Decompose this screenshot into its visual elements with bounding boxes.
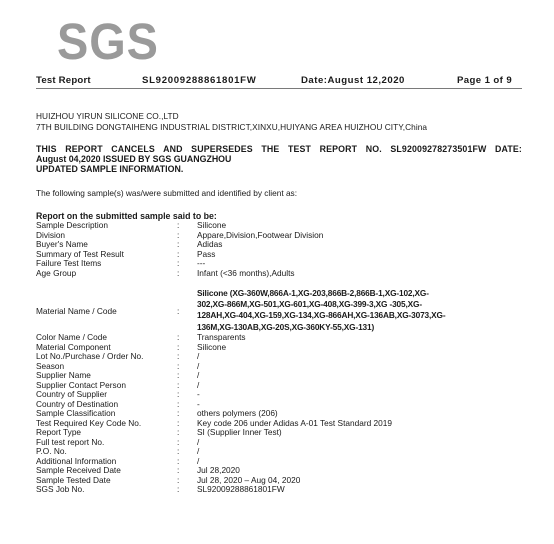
field-colon: : bbox=[177, 427, 180, 437]
field-colon: : bbox=[177, 351, 180, 361]
field-colon: : bbox=[177, 455, 180, 466]
field-value: Silicone bbox=[197, 220, 227, 230]
field-value: Jul 28,2020 bbox=[197, 465, 240, 475]
field-value: Infant (<36 months),Adults bbox=[197, 267, 295, 278]
field-colon: : bbox=[177, 436, 180, 447]
field-label: Failure Test Items bbox=[36, 258, 102, 268]
field-colon: : bbox=[177, 341, 180, 352]
field-colon: : bbox=[177, 408, 180, 418]
intro-text: The following sample(s) was/were submitted and identified by client as: bbox=[36, 188, 298, 198]
field-label: Division bbox=[36, 229, 66, 240]
field-value: / bbox=[197, 455, 200, 466]
field-label: Test Required Key Code No. bbox=[36, 417, 142, 428]
field-colon: : bbox=[177, 389, 180, 399]
material-code-line: 128AH,XG-404,XG-159,XG-134,XG-866AH,XG-136AB,XG-3073,XG- bbox=[197, 310, 446, 321]
field-colon: : bbox=[177, 465, 180, 475]
field-colon: : bbox=[177, 370, 180, 380]
field-label: Full test report No. bbox=[36, 436, 105, 447]
field-colon: : bbox=[177, 484, 180, 494]
field-colon: : bbox=[177, 306, 180, 316]
field-colon: : bbox=[177, 248, 180, 259]
field-colon: : bbox=[177, 220, 180, 230]
field-value: Key code 206 under Adidas A-01 Test Standard 2019 bbox=[197, 417, 392, 428]
field-label: Additional Information bbox=[36, 455, 117, 466]
field-value: --- bbox=[197, 258, 206, 268]
field-colon: : bbox=[177, 239, 180, 249]
header-divider bbox=[36, 88, 522, 89]
section-title: Report on the submitted sample said to be: bbox=[36, 211, 217, 221]
field-value: Adidas bbox=[197, 239, 223, 249]
field-colon: : bbox=[177, 258, 180, 268]
field-value: Silicone bbox=[197, 341, 227, 352]
notice-line-1: THIS REPORT CANCELS AND SUPERSEDES THE TEST REPORT NO. SL92009278273501FW DATE: bbox=[36, 144, 522, 154]
material-code-line: Silicone (XG-360W,866A-1,XG-203,866B-2,866B-1,XG-102,XG- bbox=[197, 288, 429, 298]
field-value: / bbox=[197, 370, 200, 380]
field-label: Sample Classification bbox=[36, 408, 116, 418]
field-colon: : bbox=[177, 360, 180, 371]
material-code-line: 302,XG-866M,XG-501,XG-601,XG-408,XG-399-3,XG -305,XG- bbox=[197, 299, 422, 310]
field-colon: : bbox=[177, 267, 180, 278]
field-value: - bbox=[197, 389, 200, 399]
field-label: Report Type bbox=[36, 427, 82, 437]
field-label: Season bbox=[36, 360, 65, 371]
field-label: Supplier Contact Person bbox=[36, 379, 126, 390]
field-value: / bbox=[197, 436, 200, 447]
field-colon: : bbox=[177, 474, 180, 485]
supersede-notice bbox=[36, 144, 522, 174]
page-indicator: Page 1 of 9 bbox=[457, 75, 513, 86]
field-label: Lot No./Purchase / Order No. bbox=[36, 351, 144, 361]
report-date: Date:August 12,2020 bbox=[301, 75, 405, 86]
field-value: SI (Supplier Inner Test) bbox=[197, 427, 282, 437]
field-value: - bbox=[197, 398, 200, 409]
field-label: Sample Received Date bbox=[36, 465, 121, 475]
field-label: Summary of Test Result bbox=[36, 248, 124, 259]
field-value: others polymers (206) bbox=[197, 408, 278, 418]
field-label: SGS Job No. bbox=[36, 484, 85, 494]
field-label: Age Group bbox=[36, 267, 77, 278]
field-label: Material Component bbox=[36, 341, 111, 352]
field-value: / bbox=[197, 360, 200, 371]
field-value: Jul 28, 2020 – Aug 04, 2020 bbox=[197, 474, 301, 485]
field-label: Sample Description bbox=[36, 220, 108, 230]
field-label: Buyer's Name bbox=[36, 239, 88, 249]
field-label: Sample Tested Date bbox=[36, 474, 111, 485]
field-value: Pass bbox=[197, 248, 216, 259]
field-value: SL92009288861801FW bbox=[197, 484, 285, 494]
field-value: Transparents bbox=[197, 332, 246, 342]
field-value: / bbox=[197, 379, 200, 390]
field-label: Material Name / Code bbox=[36, 306, 117, 316]
material-code-list bbox=[197, 288, 525, 333]
field-colon: : bbox=[177, 379, 180, 390]
field-colon: : bbox=[177, 332, 180, 342]
company-address: 7TH BUILDING DONGTAIHENG INDUSTRIAL DISTRICT,XINXU,HUIYANG AREA HUIZHOU CITY,China bbox=[36, 122, 428, 132]
field-value: Appare,Division,Footwear Division bbox=[197, 229, 324, 240]
material-code-line: 136M,XG-130AB,XG-20S,XG-360KY-55,XG-131) bbox=[197, 321, 375, 332]
field-colon: : bbox=[177, 229, 180, 240]
field-label: P.O. No. bbox=[36, 446, 67, 456]
notice-line-3: UPDATED SAMPLE INFORMATION. bbox=[36, 164, 184, 174]
notice-line-2: August 04,2020 ISSUED BY SGS GUANGZHOU bbox=[36, 154, 232, 164]
report-label: Test Report bbox=[36, 75, 91, 86]
field-colon: : bbox=[177, 446, 180, 456]
field-colon: : bbox=[177, 417, 180, 428]
field-label: Country of Destination bbox=[36, 398, 119, 409]
sgs-logo: SGS bbox=[57, 13, 159, 70]
field-colon: : bbox=[177, 398, 180, 409]
field-label: Color Name / Code bbox=[36, 332, 108, 342]
report-number: SL92009288861801FW bbox=[142, 75, 257, 86]
company-name: HUIZHOU YIRUN SILICONE CO.,LTD bbox=[36, 111, 179, 121]
field-label: Country of Supplier bbox=[36, 389, 108, 399]
field-label: Supplier Name bbox=[36, 370, 91, 380]
field-value: / bbox=[197, 351, 200, 361]
field-value: / bbox=[197, 446, 200, 456]
